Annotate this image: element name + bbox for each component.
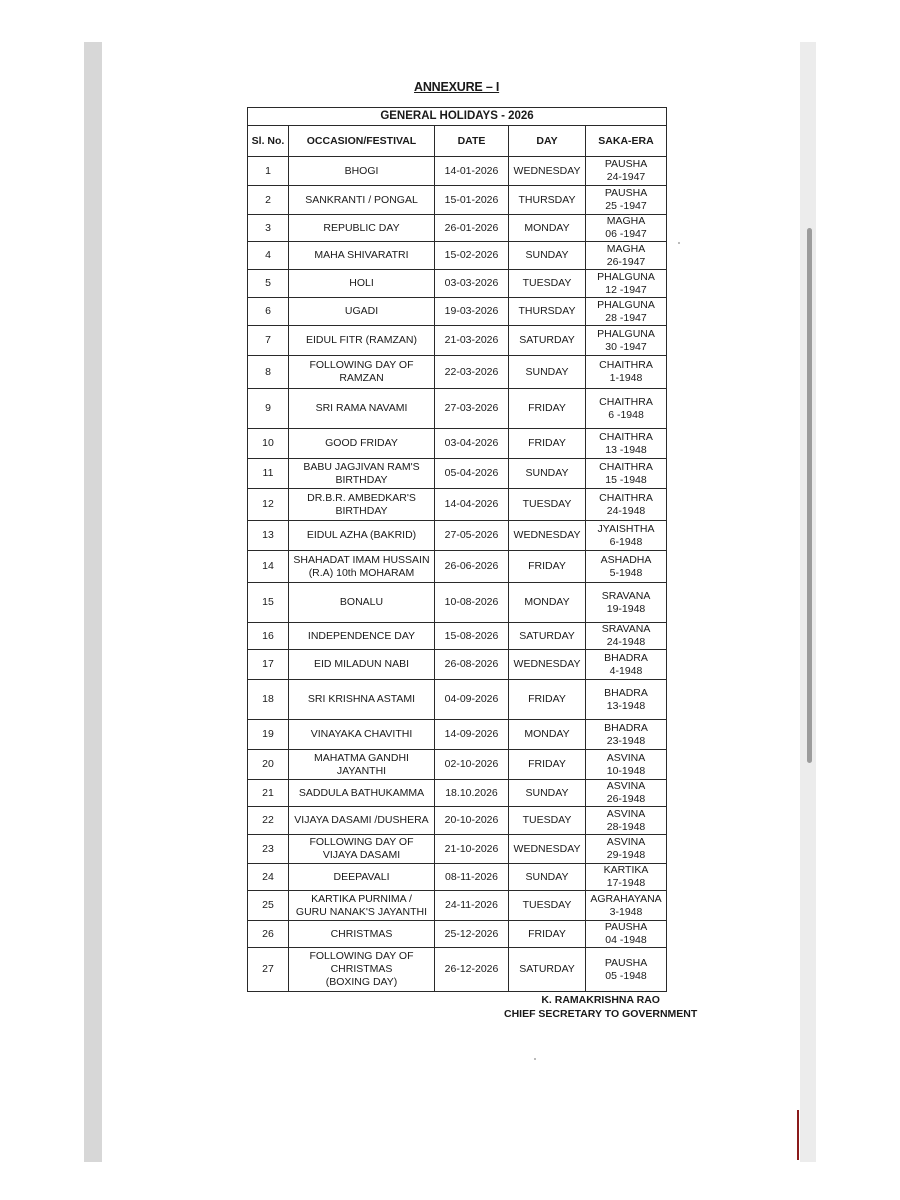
table-row [248,356,667,389]
cell-date: 26-06-2026 [435,551,509,583]
table-title: GENERAL HOLIDAYS - 2026 [248,108,667,126]
cell-occasion: EIDUL FITR (RAMZAN) [289,326,435,356]
cell-occasion: SANKRANTI / PONGAL [289,186,435,215]
cell-date: 15-02-2026 [435,242,509,270]
cell-day: FRIDAY [509,551,586,583]
cell-date: 22-03-2026 [435,356,509,389]
cell-occasion: UGADI [289,298,435,326]
cell-sl-no: 12 [248,489,289,521]
cell-saka-era: CHAITHRA 1-1948 [586,356,667,389]
cell-date: 14-09-2026 [435,720,509,750]
table-row [248,429,667,459]
cell-day: SATURDAY [509,623,586,650]
cell-saka-era: CHAITHRA 15 -1948 [586,459,667,489]
cell-day: WEDNESDAY [509,521,586,551]
cell-day: FRIDAY [509,921,586,948]
cell-saka-era: BHADRA 4-1948 [586,650,667,680]
cell-occasion: DR.B.R. AMBEDKAR'S BIRTHDAY [289,489,435,521]
cell-occasion: SRI KRISHNA ASTAMI [289,680,435,720]
cell-date: 19-03-2026 [435,298,509,326]
cell-date: 27-03-2026 [435,389,509,429]
cell-saka-era: CHAITHRA 6 -1948 [586,389,667,429]
header-sl-no: Sl. No. [248,126,289,157]
holidays-table [247,107,667,992]
cell-occasion: FOLLOWING DAY OF CHRISTMAS (BOXING DAY) [289,948,435,992]
cell-day: WEDNESDAY [509,157,586,186]
cell-occasion: MAHA SHIVARATRI [289,242,435,270]
cell-occasion: CHRISTMAS [289,921,435,948]
cell-saka-era: ASVINA 10-1948 [586,750,667,780]
cell-occasion: KARTIKA PURNIMA / GURU NANAK'S JAYANTHI [289,891,435,921]
cell-saka-era: SRAVANA 19-1948 [586,583,667,623]
cell-day: MONDAY [509,583,586,623]
cell-date: 15-01-2026 [435,186,509,215]
cell-saka-era: JYAISHTHA 6-1948 [586,521,667,551]
cell-occasion: GOOD FRIDAY [289,429,435,459]
table-row [248,186,667,215]
cell-sl-no: 25 [248,891,289,921]
cell-sl-no: 13 [248,521,289,551]
cell-occasion: VIJAYA DASAMI /DUSHERA [289,807,435,835]
cell-date: 03-04-2026 [435,429,509,459]
speck [534,1058,536,1060]
cell-day: SUNDAY [509,459,586,489]
cell-day: THURSDAY [509,186,586,215]
scrollbar-thumb[interactable] [807,228,812,763]
table-row [248,270,667,298]
cell-sl-no: 22 [248,807,289,835]
cell-sl-no: 9 [248,389,289,429]
cell-date: 14-01-2026 [435,157,509,186]
cell-occasion: BABU JAGJIVAN RAM'S BIRTHDAY [289,459,435,489]
table-row [248,807,667,835]
cell-saka-era: PHALGUNA 12 -1947 [586,270,667,298]
cell-occasion: SRI RAMA NAVAMI [289,389,435,429]
table-row [248,489,667,521]
cell-date: 20-10-2026 [435,807,509,835]
table-body [248,157,667,992]
cell-sl-no: 5 [248,270,289,298]
cell-day: TUESDAY [509,891,586,921]
table-row [248,389,667,429]
cell-occasion: DEEPAVALI [289,864,435,891]
cell-date: 08-11-2026 [435,864,509,891]
cell-date: 26-01-2026 [435,215,509,242]
cell-sl-no: 18 [248,680,289,720]
cell-saka-era: KARTIKA 17-1948 [586,864,667,891]
cell-date: 18.10.2026 [435,780,509,807]
cell-occasion: EID MILADUN NABI [289,650,435,680]
table-row [248,891,667,921]
cell-sl-no: 24 [248,864,289,891]
cell-saka-era: SRAVANA 24-1948 [586,623,667,650]
cell-day: MONDAY [509,720,586,750]
cell-date: 04-09-2026 [435,680,509,720]
cell-day: FRIDAY [509,680,586,720]
cell-day: SUNDAY [509,864,586,891]
cell-occasion: EIDUL AZHA (BAKRID) [289,521,435,551]
cell-day: FRIDAY [509,389,586,429]
annexure-title: ANNEXURE – I [414,80,500,94]
cell-date: 24-11-2026 [435,891,509,921]
table-row [248,650,667,680]
cell-saka-era: ASHADHA 5-1948 [586,551,667,583]
cell-saka-era: PAUSHA 04 -1948 [586,921,667,948]
cell-day: FRIDAY [509,429,586,459]
cell-date: 26-12-2026 [435,948,509,992]
cell-saka-era: CHAITHRA 13 -1948 [586,429,667,459]
header-occasion: OCCASION/FESTIVAL [289,126,435,157]
table-row [248,326,667,356]
cell-saka-era: BHADRA 13-1948 [586,680,667,720]
cell-date: 26-08-2026 [435,650,509,680]
cell-saka-era: AGRAHAYANA 3-1948 [586,891,667,921]
cell-sl-no: 11 [248,459,289,489]
cell-sl-no: 16 [248,623,289,650]
table-row [248,948,667,992]
cell-sl-no: 15 [248,583,289,623]
cell-sl-no: 17 [248,650,289,680]
cell-saka-era: CHAITHRA 24-1948 [586,489,667,521]
cell-sl-no: 8 [248,356,289,389]
table-row [248,680,667,720]
table-row [248,864,667,891]
cell-saka-era: BHADRA 23-1948 [586,720,667,750]
cell-sl-no: 21 [248,780,289,807]
cell-date: 05-04-2026 [435,459,509,489]
header-day: DAY [509,126,586,157]
table-row [248,298,667,326]
cell-occasion: INDEPENDENCE DAY [289,623,435,650]
cell-day: TUESDAY [509,270,586,298]
page-edge-mark [797,1110,799,1160]
cell-date: 02-10-2026 [435,750,509,780]
cell-date: 15-08-2026 [435,623,509,650]
table-row [248,551,667,583]
cell-sl-no: 10 [248,429,289,459]
cell-day: SATURDAY [509,948,586,992]
cell-sl-no: 27 [248,948,289,992]
cell-occasion: SHAHADAT IMAM HUSSAIN (R.A) 10th MOHARAM [289,551,435,583]
table-row [248,242,667,270]
cell-day: TUESDAY [509,807,586,835]
cell-saka-era: ASVINA 26-1948 [586,780,667,807]
cell-saka-era: PAUSHA 25 -1947 [586,186,667,215]
cell-date: 21-03-2026 [435,326,509,356]
cell-occasion: BHOGI [289,157,435,186]
cell-day: WEDNESDAY [509,650,586,680]
cell-day: TUESDAY [509,489,586,521]
cell-day: THURSDAY [509,298,586,326]
table-row [248,157,667,186]
cell-date: 27-05-2026 [435,521,509,551]
cell-date: 10-08-2026 [435,583,509,623]
cell-occasion: REPUBLIC DAY [289,215,435,242]
cell-occasion: BONALU [289,583,435,623]
cell-sl-no: 6 [248,298,289,326]
signature-block [504,993,697,1021]
cell-day: SUNDAY [509,356,586,389]
cell-sl-no: 1 [248,157,289,186]
cell-sl-no: 23 [248,835,289,864]
cell-date: 03-03-2026 [435,270,509,298]
table-row [248,921,667,948]
cell-date: 25-12-2026 [435,921,509,948]
cell-occasion: MAHATMA GANDHI JAYANTHI [289,750,435,780]
cell-occasion: HOLI [289,270,435,298]
cell-day: WEDNESDAY [509,835,586,864]
cell-date: 14-04-2026 [435,489,509,521]
cell-date: 21-10-2026 [435,835,509,864]
cell-saka-era: ASVINA 29-1948 [586,835,667,864]
cell-day: SUNDAY [509,242,586,270]
cell-sl-no: 14 [248,551,289,583]
left-page-edge [84,42,102,1162]
table-row [248,521,667,551]
cell-sl-no: 20 [248,750,289,780]
cell-saka-era: ASVINA 28-1948 [586,807,667,835]
cell-saka-era: PHALGUNA 30 -1947 [586,326,667,356]
cell-saka-era: PAUSHA 24-1947 [586,157,667,186]
table-row [248,750,667,780]
cell-sl-no: 19 [248,720,289,750]
table-row [248,780,667,807]
cell-occasion: FOLLOWING DAY OF VIJAYA DASAMI [289,835,435,864]
cell-day: SATURDAY [509,326,586,356]
header-saka-era: SAKA-ERA [586,126,667,157]
header-date: DATE [435,126,509,157]
table-row [248,583,667,623]
signatory-name: K. RAMAKRISHNA RAO [541,994,660,1006]
cell-sl-no: 3 [248,215,289,242]
speck [678,242,680,244]
cell-sl-no: 2 [248,186,289,215]
cell-saka-era: MAGHA 06 -1947 [586,215,667,242]
cell-saka-era: PHALGUNA 28 -1947 [586,298,667,326]
cell-saka-era: PAUSHA 05 -1948 [586,948,667,992]
cell-sl-no: 26 [248,921,289,948]
cell-day: MONDAY [509,215,586,242]
signatory-designation: CHIEF SECRETARY TO GOVERNMENT [504,1008,698,1020]
cell-day: SUNDAY [509,780,586,807]
cell-saka-era: MAGHA 26-1947 [586,242,667,270]
cell-sl-no: 4 [248,242,289,270]
cell-day: FRIDAY [509,750,586,780]
table-row [248,720,667,750]
cell-occasion: SADDULA BATHUKAMMA [289,780,435,807]
table-row [248,623,667,650]
cell-occasion: VINAYAKA CHAVITHI [289,720,435,750]
cell-sl-no: 7 [248,326,289,356]
cell-occasion: FOLLOWING DAY OF RAMZAN [289,356,435,389]
table-row [248,835,667,864]
table-row [248,215,667,242]
table-row [248,459,667,489]
